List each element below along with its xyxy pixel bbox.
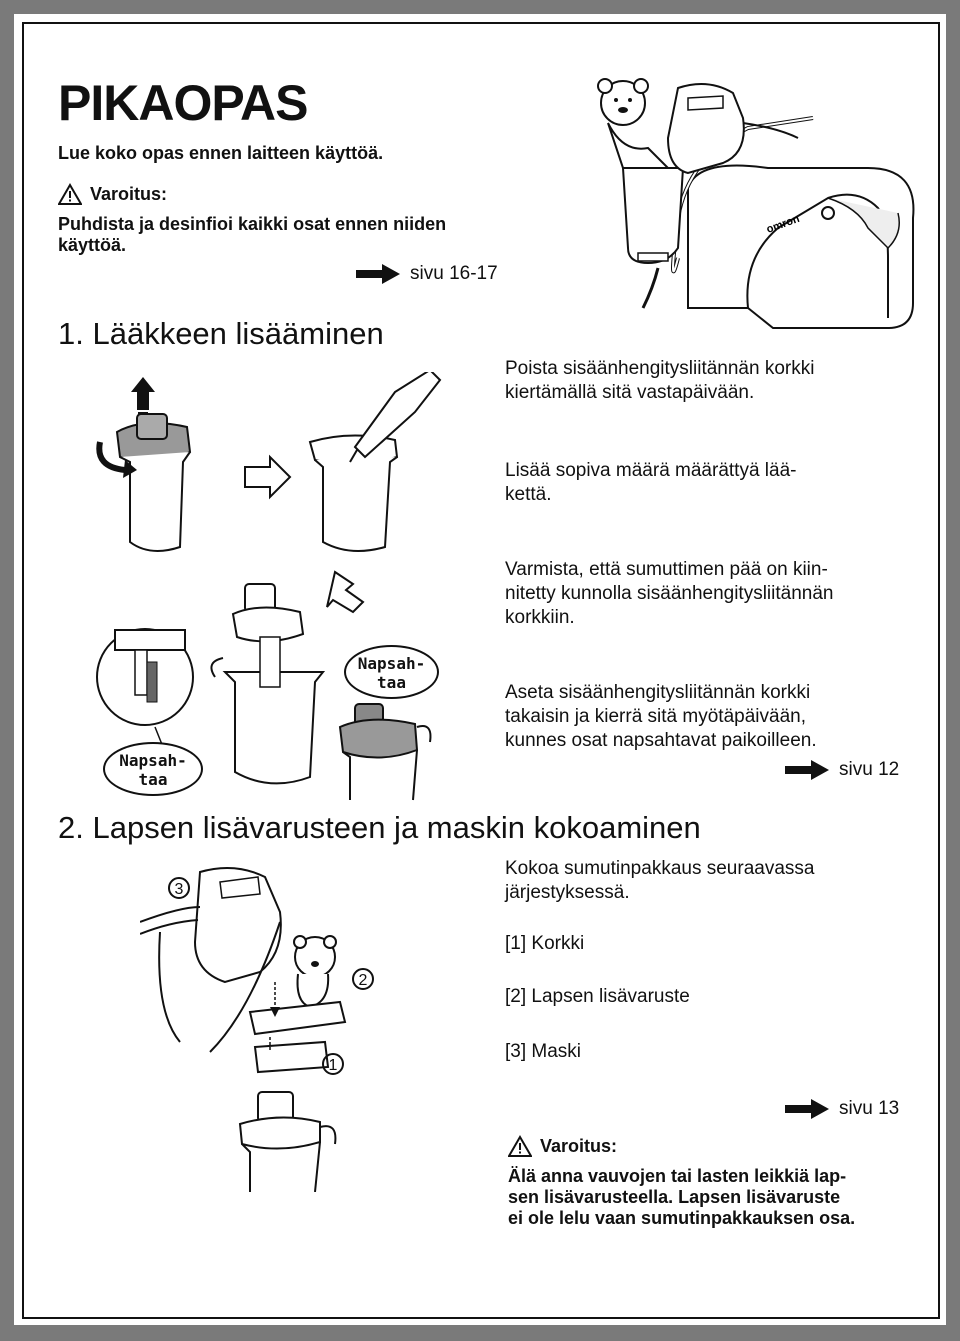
warning-triangle-icon	[508, 1135, 532, 1157]
click-label-2-line-2: taa	[377, 673, 406, 692]
section-2-intro-line-2: järjestyksessä.	[505, 882, 630, 903]
medication-steps-illustration	[95, 372, 500, 802]
click-label-2	[344, 645, 439, 699]
step-4-line-1: Aseta sisäänhengitysliitännän korkki	[505, 682, 811, 703]
assembly-number-1: 1	[322, 1053, 344, 1075]
click-label-1	[103, 742, 203, 796]
warning-2-label: Varoitus:	[540, 1135, 618, 1156]
step-1-line-1: Poista sisäänhengitysliitännän korkki	[505, 358, 815, 379]
warning-1-reference	[356, 262, 498, 286]
step-4-line-2: takaisin ja kierrä sitä myötäpäivään,	[505, 706, 806, 727]
assembly-item-1: [1] Korkki	[505, 933, 585, 954]
warning-1-line-2: käyttöä.	[58, 235, 127, 255]
warning-1-page-ref: sivu 16-17	[410, 263, 498, 284]
click-label-1-line-1: Napsah-	[119, 751, 187, 770]
warning-2-heading	[508, 1135, 617, 1157]
step-2-line-2: kettä.	[505, 484, 552, 505]
section-1-reference	[785, 758, 899, 782]
reference-arrow-icon	[356, 264, 400, 284]
warning-2-line-3: ei ole lelu vaan sumutinpakkauksen osa.	[508, 1208, 856, 1228]
section-1-heading: 1. Lääkkeen lisääminen	[58, 316, 384, 351]
step-3-line-3: korkkiin.	[505, 607, 575, 628]
warning-triangle-icon	[58, 183, 82, 205]
assembly-number-2: 2	[352, 968, 374, 990]
assembly-illustration	[140, 862, 360, 1192]
warning-2-line-1: Älä anna vauvojen tai lasten leikkiä lap-	[508, 1166, 847, 1186]
reference-arrow-icon	[785, 760, 829, 780]
device-brand-text: omron	[764, 212, 802, 236]
section-2-page-ref: sivu 13	[839, 1098, 900, 1119]
warning-2-line-2: sen lisävarusteella. Lapsen lisävaruste	[508, 1187, 841, 1207]
section-2-reference	[785, 1097, 899, 1121]
intro-text: Lue koko opas ennen laitteen käyttöä.	[58, 143, 384, 163]
step-2-line-1: Lisää sopiva määrä määrättyä lää-	[505, 460, 797, 481]
section-1-page-ref: sivu 12	[839, 759, 900, 780]
step-3-line-2: nitetty kunnolla sisäänhengitysliitännän	[505, 583, 834, 604]
warning-1-label: Varoitus:	[90, 183, 168, 204]
warning-1-heading	[58, 183, 167, 205]
section-2-intro-line-1: Kokoa sumutinpakkaus seuraavassa	[505, 858, 815, 879]
assembly-item-2: [2] Lapsen lisävaruste	[505, 986, 690, 1007]
assembly-item-3: [3] Maski	[505, 1041, 582, 1062]
nebulizer-device-illustration	[528, 58, 923, 333]
click-label-1-line-2: taa	[138, 770, 168, 789]
click-label-2-line-1: Napsah-	[357, 654, 426, 673]
page-title: PIKAOPAS	[58, 75, 308, 131]
reference-arrow-icon	[785, 1099, 829, 1119]
step-1-line-2: kiertämällä sitä vastapäivään.	[505, 382, 755, 403]
assembly-number-3: 3	[168, 877, 190, 899]
step-4-line-3: kunnes osat napsahtavat paikoilleen.	[505, 730, 817, 751]
step-3-line-1: Varmista, että sumuttimen pää on kiin-	[505, 559, 828, 580]
section-2-heading: 2. Lapsen lisävarusteen ja maskin kokoaminen	[58, 810, 701, 845]
warning-1-line-1: Puhdista ja desinfioi kaikki osat ennen niiden	[58, 214, 447, 234]
